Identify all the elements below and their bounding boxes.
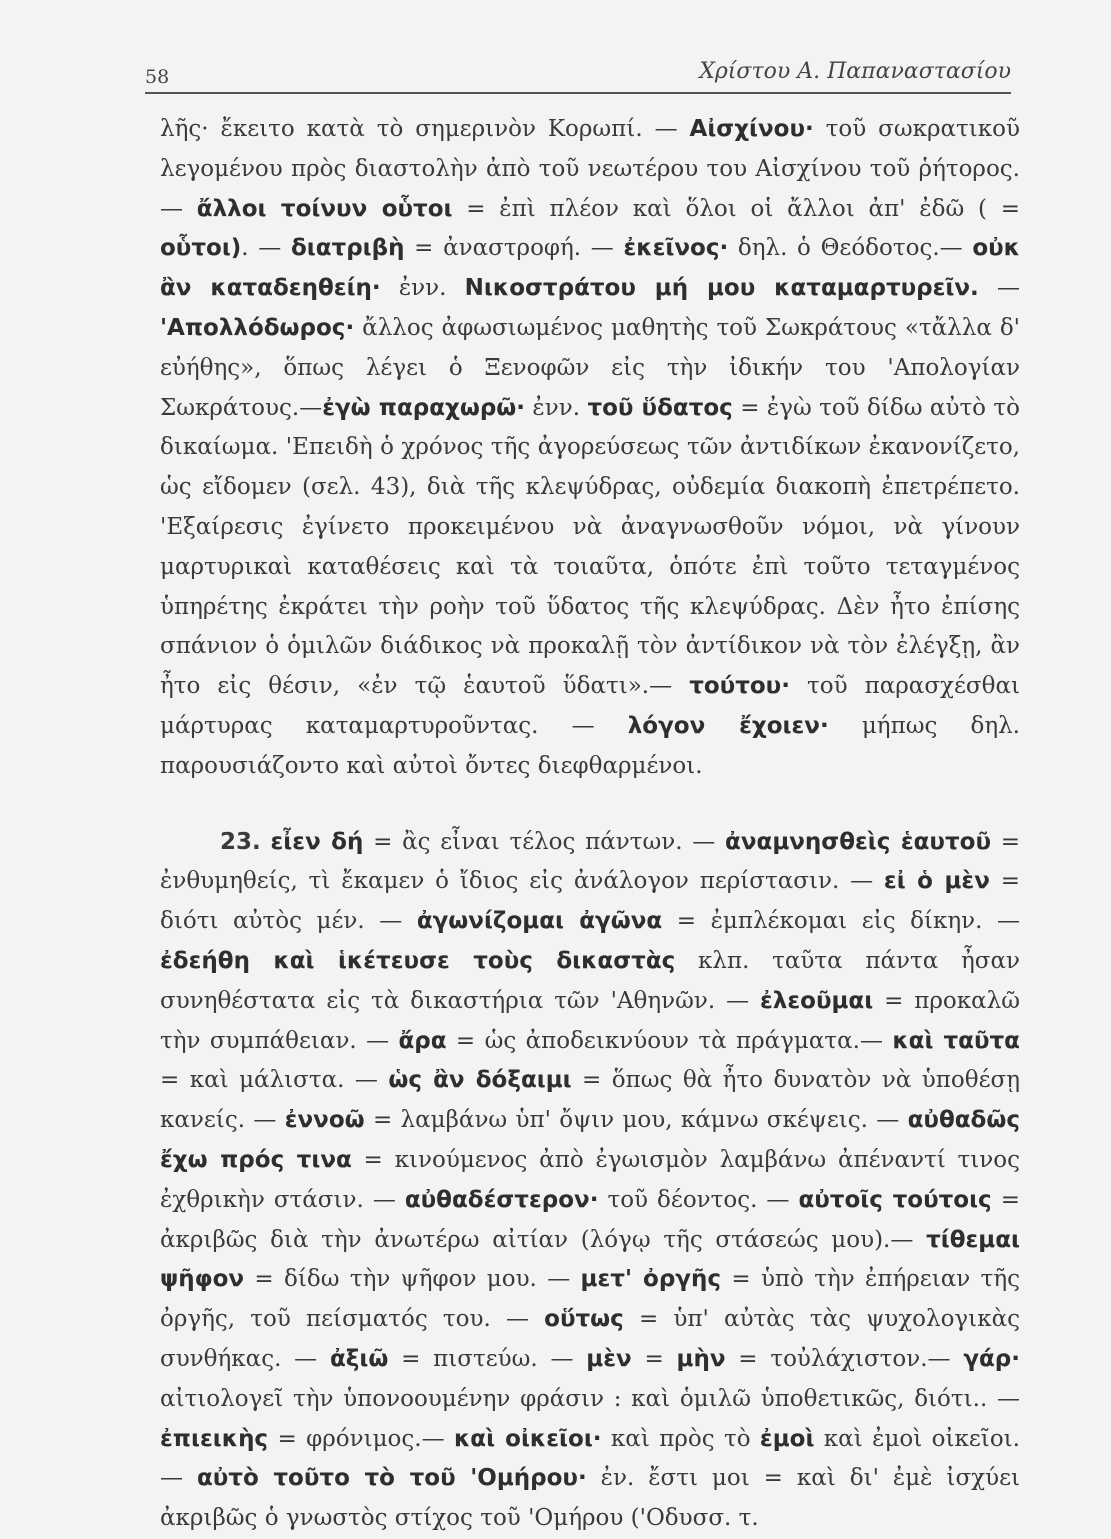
gloss-text: = λαμβάνω ὑπ' ὄψιν μου, κάμνω σκέψεις. —: [364, 1107, 908, 1134]
lemma-term: ἀγωνίζομαι ἀγῶνα: [416, 908, 663, 935]
gloss-text: καὶ πρὸς τὸ: [601, 1425, 760, 1452]
gloss-text: = ἐγὼ τοῦ δίδω αὐτὸ τὸ δικαίωμα. 'Επειδὴ ὁ χρόνος τῆς ἀγορεύσεως τῶν ἀντιδίκων ἐκανονίζετο, ὡς εἴδομεν (σελ. 43), διὰ τῆς κλεψύδρας, οὐδεμία διακοπὴ ἐπετρέπετο. 'Εξαίρεσις ἐγίνετο προκειμένου νὰ ἀναγνωσθοῦν νόμοι, νὰ γίνουν μαρτυρικαὶ καταθέσεις καὶ τὰ τοιαῦτα, ὁπότε ἐπὶ τοῦτο τεταγμένος ὑπηρέτης ἐκράτει τὴν ροὴν τοῦ ὕδατος τῆς κλεψύδρας. Δὲν ἦτο ἐπίσης σπάνιον ὁ ὁμιλῶν διάδικος νὰ προκαλῇ τὸν ἀντίδικον νὰ τὸν ἐλέγξῃ, ἂν ἦτο εἰς θέσιν, «ἐν τῷ ἑαυτοῦ ὕδατι».—: [160, 394, 1020, 700]
gloss-text: [261, 829, 271, 855]
gloss-text: ἐνν.: [380, 275, 465, 302]
lemma-term: τούτου·: [689, 673, 790, 700]
lemma-term: ἀξιῶ: [329, 1345, 389, 1372]
lemma-term: αὐτοῖς τούτοις: [798, 1186, 992, 1213]
gloss-text: ἐν. ἔστι μοι = καὶ δι' ἐμὲ ἰσχύει ἀκριβῶς ὁ γνωστὸς στίχος τοῦ 'Ομήρου ('Οδυσσ. τ.: [160, 1465, 1020, 1532]
gloss-text: . —: [241, 235, 291, 262]
lemma-term: ἀναμνησθεὶς ἑαυτοῦ: [725, 828, 991, 855]
section-number: 23.: [220, 828, 261, 855]
lemma-term: μὴν: [676, 1345, 726, 1372]
gloss-text: = πιστεύω. —: [388, 1345, 587, 1372]
lemma-term: ἄρα: [398, 1027, 447, 1054]
lemma-term: ἄλλοι τοίνυν οὗτοι: [196, 195, 453, 222]
lemma-term: ἐγὼ παραχωρῶ·: [322, 394, 526, 421]
lemma-term: οὗτοι): [160, 235, 242, 262]
running-head: Χρίστου Α. Παπαναστασίου: [699, 59, 1011, 84]
gloss-text: τοῦ σωκρατικοῦ λεγομένου πρὸς διαστολὴν ἀπὸ τοῦ νεωτέρου του Αἰσχίνου τοῦ ῥήτορος. —: [160, 116, 1020, 222]
gloss-text: = προκαλῶ τὴν συμπάθειαν. —: [160, 987, 1020, 1054]
lemma-term: ὡς ἂν δόξαιμι: [388, 1067, 572, 1094]
gloss-text: τοῦ παρασχέσθαι μάρτυρας καταμαρτυροῦντας. —: [160, 673, 1020, 739]
gloss-text: = ὑπ' αὐτὰς τὰς ψυχολογικὰς συνθήκας. —: [160, 1306, 1020, 1372]
lemma-term: λόγον ἔχοιεν·: [627, 712, 829, 739]
gloss-text: =: [631, 1345, 677, 1372]
gloss-text: = ἀναστροφή. —: [404, 235, 624, 262]
lemma-term: εἶεν δή: [270, 828, 364, 855]
gloss-text: —: [978, 275, 1020, 302]
lemma-term: μετ' ὀργῆς: [580, 1266, 721, 1293]
gloss-text: = κινούμενος ἀπὸ ἐγωισμὸν λαμβάνω ἀπέναντί τινος ἐχθρικὴν στάσιν. —: [160, 1146, 1020, 1213]
gloss-text: = τοὐλάχιστον.—: [725, 1345, 964, 1372]
gloss-text: = ἀκριβῶς διὰ τὴν ἀνωτέρω αἰτίαν (λόγῳ τῆς στάσεώς μου).—: [160, 1186, 1020, 1253]
lemma-term: ἐπιεικὴς: [160, 1425, 269, 1452]
gloss-text: = ἂς εἶναι τέλος πάντων. —: [363, 828, 726, 855]
gloss-text: ἄλλος ἀφωσιωμένος μαθητὴς τοῦ Σωκράτους «τἄλλα δ' εὐήθης», ὅπως λέγει ὁ Ξενοφῶν εἰς τὴν ἰδικήν του 'Απολογίαν Σωκράτους.—: [160, 314, 1020, 421]
lemma-term: ἐδεήθη καὶ ἱκέτευσε τοὺς δικαστὰς: [160, 947, 676, 974]
gloss-text: = ὑπὸ τὴν ἐπήρειαν τῆς ὀργῆς, τοῦ πείσματός του. —: [160, 1266, 1020, 1333]
lemma-term: οὐκ ἂν καταδεηθείη·: [160, 235, 1020, 302]
gloss-text: = ὅπως θὰ ἦτο δυνατὸν νὰ ὑποθέσῃ κανείς. —: [160, 1067, 1020, 1134]
lemma-term: ἐμοὶ: [759, 1425, 815, 1452]
lemma-term: ἐκεῖνος·: [623, 235, 729, 262]
lemma-term: ἐννοῶ: [284, 1107, 365, 1134]
gloss-text: = ἐνθυμηθείς, τὶ ἔκαμεν ὁ ἴδιος εἰς ἀνάλογον περίστασιν. —: [160, 828, 1020, 895]
lemma-term: αὐτὸ τοῦτο τὸ τοῦ 'Ομήρου·: [196, 1465, 587, 1492]
gloss-text: κλπ. ταῦτα πάντα ἦσαν συνηθέστατα εἰς τὰ δικαστήρια τῶν 'Αθηνῶν. —: [160, 947, 1020, 1014]
commentary-paragraph-23: [160, 823, 1020, 1539]
lemma-term: εἰ ὁ μὲν: [883, 868, 990, 895]
body-text: [160, 110, 1020, 1539]
gloss-text: = δίδω τὴν ψῆφον μου. —: [244, 1266, 581, 1293]
gloss-text: = ὡς ἀποδεικνύουν τὰ πράγματα.—: [446, 1027, 893, 1054]
lemma-term: καὶ οἰκεῖοι·: [453, 1425, 602, 1452]
gloss-text: = διότι αὐτὸς μέν. —: [160, 868, 1020, 935]
lemma-term: γάρ·: [963, 1345, 1020, 1372]
page-header: [145, 52, 1011, 94]
lemma-term: 'Απολλόδωρος·: [160, 314, 355, 341]
gloss-text: = καὶ μάλιστα. —: [160, 1067, 389, 1094]
gloss-text: = ἐμπλέκομαι εἰς δίκην. —: [662, 908, 1021, 935]
gloss-text: δηλ. ὁ Θεόδοτος.—: [728, 235, 973, 262]
lemma-term: μὲν: [586, 1345, 632, 1372]
gloss-text: ἐνν.: [525, 394, 588, 421]
gloss-text: τοῦ δέοντος. —: [598, 1186, 799, 1213]
lemma-term: οὕτως: [544, 1306, 624, 1333]
gloss-text: = φρόνιμος.—: [268, 1425, 454, 1452]
lemma-term: τοῦ ὕδατος: [587, 394, 733, 421]
lemma-term: Νικοστράτου μή μου καταμαρτυρεῖν.: [464, 275, 979, 302]
page-number: 58: [145, 66, 170, 88]
lemma-term: καὶ ταῦτα: [892, 1027, 1020, 1054]
gloss-text: μήπως δηλ. παρουσιάζοντο καὶ αὐτοὶ ὄντες διεφθαρμένοι.: [160, 712, 1020, 779]
lemma-term: ἐλεοῦμαι: [759, 987, 874, 1014]
lemma-term: τίθεμαι ψῆφον: [160, 1226, 1020, 1293]
lemma-term: διατριβὴ: [290, 235, 405, 262]
gloss-text: = ἐπὶ πλέον καὶ ὅλοι οἱ ἄλλοι ἀπ' ἐδῶ ( =: [452, 195, 1020, 222]
lemma-term: αὐθαδέστερον·: [404, 1186, 599, 1213]
gloss-text: λῆς· ἔκειτο κατὰ τὸ σημερινὸν Κορωπί. —: [160, 116, 690, 142]
gloss-text: αἰτιολογεῖ τὴν ὑπονοουμένην φράσιν : καὶ ὁμιλῶ ὑποθετικῶς, διότι.. —: [160, 1385, 1020, 1412]
commentary-paragraph-1: [160, 110, 1020, 787]
lemma-term: Αἰσχίνου·: [689, 116, 814, 142]
gloss-text: καὶ ἐμοὶ οἰκεῖοι. —: [160, 1425, 1020, 1492]
lemma-term: αὐθαδῶς ἔχω πρός τινα: [160, 1107, 1020, 1173]
